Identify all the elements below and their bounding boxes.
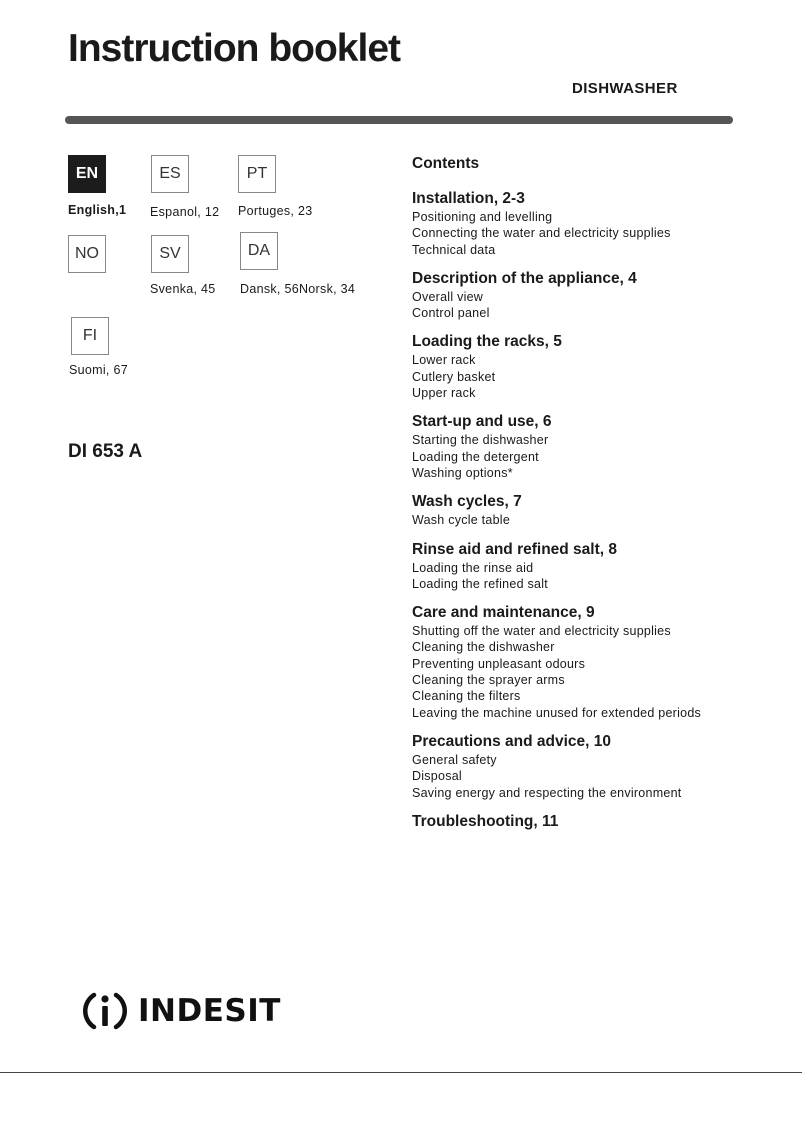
- toc-section-title: Care and maintenance, 9: [412, 604, 595, 622]
- toc-item: Loading the refined salt: [412, 576, 548, 591]
- toc-section: [412, 732, 742, 801]
- language-label-fi: Suomi, 67: [69, 363, 128, 377]
- language-box-sv: SV: [151, 235, 189, 273]
- toc-section-title: Rinse aid and refined salt, 8: [412, 540, 618, 558]
- toc-item: Technical data: [412, 242, 496, 257]
- toc-item: Saving energy and respecting the environment: [412, 785, 682, 800]
- toc-item: Positioning and levelling: [412, 210, 553, 224]
- toc-section-title: Loading the racks, 5: [412, 333, 562, 351]
- product-type: DISHWASHER: [572, 80, 678, 97]
- toc-item: Overall view: [412, 289, 484, 304]
- model-number: DI 653 A: [68, 441, 143, 462]
- toc-section: [412, 540, 742, 593]
- toc-item: Shutting off the water and electricity supplies: [412, 624, 671, 639]
- language-label-da: Dansk, 56Norsk, 34: [240, 282, 356, 296]
- toc-item: Cleaning the filters: [412, 689, 521, 704]
- toc-item: Washing options*: [412, 465, 513, 480]
- language-box-pt: PT: [238, 155, 276, 193]
- toc-section: [412, 492, 742, 528]
- toc-item: Connecting the water and electricity supplies: [412, 226, 671, 241]
- indesit-logo: [80, 986, 281, 1036]
- toc-item: Disposal: [412, 769, 462, 784]
- toc-section: [412, 332, 742, 401]
- toc-item: Cutlery basket: [412, 369, 496, 384]
- toc-item: Leaving the machine unused for extended periods: [412, 705, 702, 720]
- toc-item: Loading the detergent: [412, 449, 539, 464]
- toc-item: Starting the dishwasher: [412, 433, 549, 448]
- toc-section: [412, 603, 742, 721]
- footer-divider: [0, 1072, 802, 1073]
- toc-item: Preventing unpleasant odours: [412, 656, 586, 671]
- toc-section: [412, 189, 742, 258]
- info-circle-icon: [80, 986, 130, 1036]
- toc-section: [412, 412, 742, 481]
- toc-section: [412, 812, 742, 831]
- toc-section-title: Description of the appliance, 4: [412, 269, 637, 287]
- toc-item: Control panel: [412, 306, 490, 321]
- language-label-sv: Svenka, 45: [150, 282, 216, 296]
- table-of-contents: [412, 154, 742, 842]
- contents-heading: Contents: [412, 155, 480, 172]
- toc-item: Loading the rinse aid: [412, 560, 534, 575]
- toc-item: Cleaning the sprayer arms: [412, 673, 565, 688]
- toc-item: General safety: [412, 752, 497, 767]
- toc-item: Wash cycle table: [412, 513, 511, 528]
- toc-section: [412, 269, 742, 322]
- language-box-no: NO: [68, 235, 106, 273]
- toc-section-title: Precautions and advice, 10: [412, 732, 612, 750]
- header-divider: [65, 116, 733, 124]
- language-box-es: ES: [151, 155, 189, 193]
- language-label-pt: Portuges, 23: [238, 204, 313, 218]
- page-title: Instruction booklet: [68, 27, 400, 70]
- toc-section-title: Installation, 2-3: [412, 190, 525, 207]
- brand-wordmark: INDESIT: [138, 993, 281, 1029]
- toc-item: Lower rack: [412, 353, 476, 368]
- toc-section-title: Wash cycles, 7: [412, 493, 522, 511]
- toc-section-title: Start-up and use, 6: [412, 413, 552, 431]
- language-box-en: EN: [68, 155, 106, 193]
- toc-item: Upper rack: [412, 386, 476, 401]
- language-box-da: DA: [240, 232, 278, 270]
- language-label-en: English,1: [68, 203, 127, 217]
- language-box-fi: FI: [71, 317, 109, 355]
- toc-item: Cleaning the dishwasher: [412, 640, 555, 655]
- language-label-es: Espanol, 12: [150, 205, 220, 219]
- toc-section-title: Troubleshooting, 11: [412, 812, 559, 830]
